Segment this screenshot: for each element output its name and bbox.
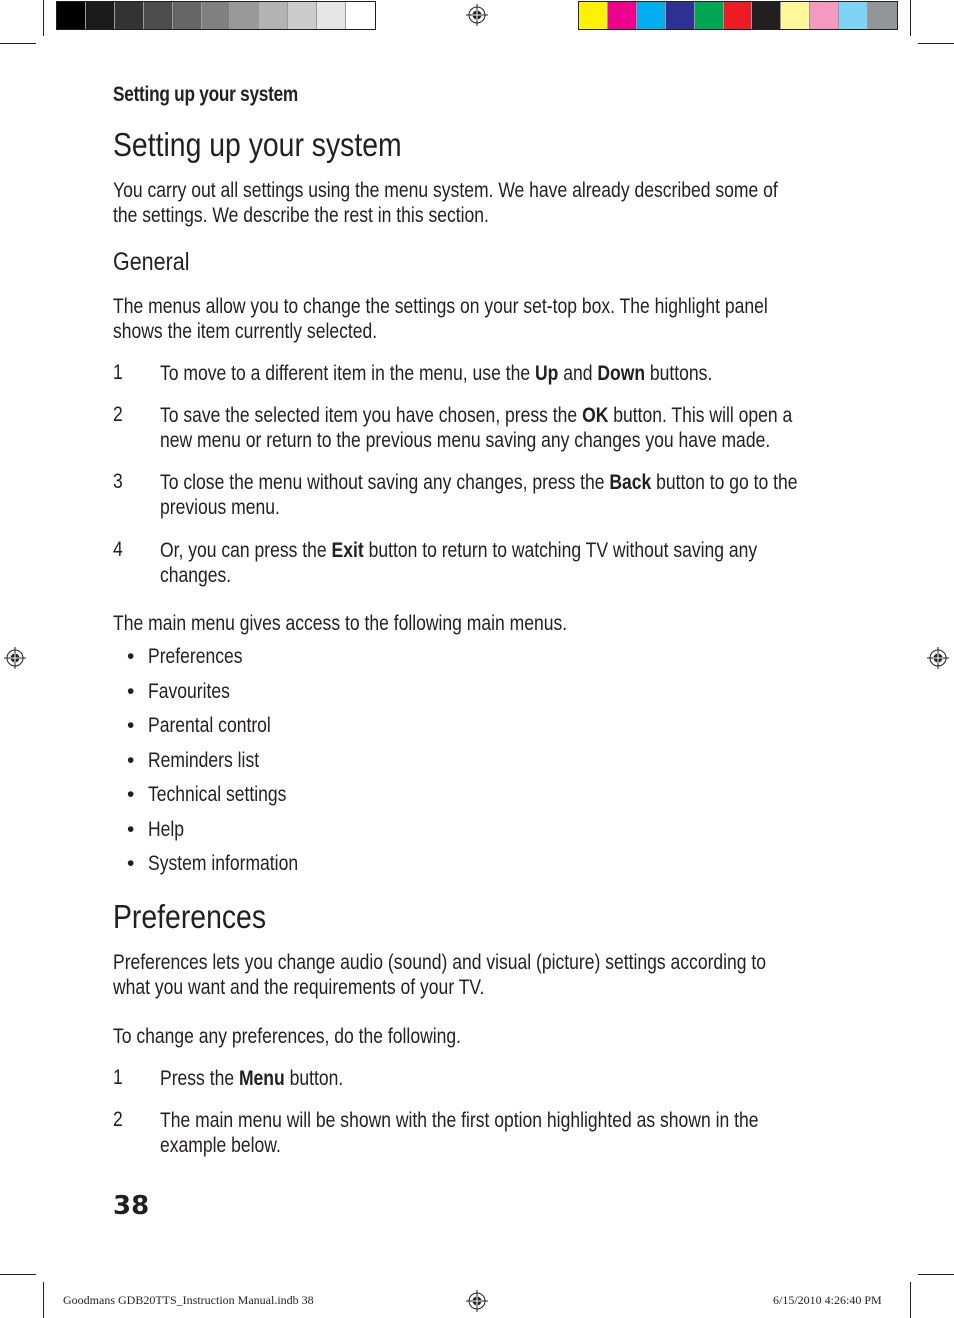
- color-swatch: [317, 2, 346, 29]
- color-swatch: [144, 2, 173, 29]
- step-text: To save the selected item you have chosen, press the OK button. This will open a new menu or return to the previous menu saving any changes you have made.: [160, 404, 793, 452]
- preferences-heading: Preferences: [113, 898, 267, 935]
- page-number: 38: [113, 1191, 150, 1221]
- crop-mark: [0, 43, 36, 44]
- bullet-icon: •: [127, 783, 135, 806]
- color-swatch: [608, 2, 637, 29]
- step-number: 1: [113, 361, 123, 384]
- crop-mark: [918, 43, 954, 44]
- list-item: Help: [148, 818, 185, 841]
- crop-mark: [910, 1282, 911, 1318]
- color-swatch: [752, 2, 781, 29]
- intro-line: You carry out all settings using the menu system. We have already described some of: [113, 179, 778, 202]
- list-item: Favourites: [148, 680, 230, 703]
- crop-mark: [43, 0, 44, 36]
- color-swatch: [724, 2, 753, 29]
- step-number: 1: [113, 1066, 123, 1089]
- section-title: Setting up your system: [113, 126, 402, 163]
- registration-mark-icon: [927, 647, 949, 669]
- list-item: Parental control: [148, 714, 271, 737]
- step-number: 4: [113, 538, 123, 561]
- color-swatch: [810, 2, 839, 29]
- crop-mark: [910, 0, 911, 36]
- process-color-bar: [578, 1, 898, 30]
- color-swatch: [230, 2, 259, 29]
- step-text: To close the menu without saving any changes, press the Back button to go to the previous menu.: [160, 471, 798, 519]
- registration-mark-icon: [4, 647, 26, 669]
- preferences-paragraph: [113, 950, 766, 1000]
- color-swatch: [57, 2, 86, 29]
- list-item: Reminders list: [148, 749, 260, 772]
- color-swatch: [839, 2, 868, 29]
- list-item: System information: [148, 852, 299, 875]
- list-item: Technical settings: [148, 783, 287, 806]
- step-text: Or, you can press the Exit button to return to watching TV without saving any changes.: [160, 539, 758, 587]
- crop-mark: [918, 1274, 954, 1275]
- bullet-icon: •: [127, 749, 135, 772]
- color-swatch: [288, 2, 317, 29]
- bullet-icon: •: [127, 645, 135, 668]
- color-swatch: [637, 2, 666, 29]
- registration-mark-icon: [466, 4, 488, 26]
- step-number: 2: [113, 1108, 123, 1131]
- color-swatch: [781, 2, 810, 29]
- color-swatch: [173, 2, 202, 29]
- color-swatch: [666, 2, 695, 29]
- general-heading: General: [113, 248, 190, 276]
- general-paragraph: [113, 294, 768, 344]
- preferences-line: what you want and the requirements of your TV.: [113, 976, 485, 999]
- crop-mark: [0, 1274, 36, 1275]
- bullet-icon: •: [127, 852, 135, 875]
- color-swatch: [202, 2, 231, 29]
- general-line: shows the item currently selected.: [113, 320, 378, 343]
- step-number: 2: [113, 403, 123, 426]
- general-line: The menus allow you to change the settings on your set-top box. The highlight panel: [113, 295, 768, 318]
- slug-timestamp: 6/15/2010 4:26:40 PM: [773, 1293, 882, 1307]
- list-item: Preferences: [148, 645, 243, 668]
- preferences-line: Preferences lets you change audio (sound) and visual (picture) settings according to: [113, 951, 767, 974]
- intro-paragraph: [113, 178, 778, 228]
- intro-line: the settings. We describe the rest in this section.: [113, 204, 489, 227]
- registration-mark-icon: [466, 1290, 488, 1312]
- color-swatch: [115, 2, 144, 29]
- bullet-icon: •: [127, 680, 135, 703]
- step-number: 3: [113, 470, 123, 493]
- slug-filename: Goodmans GDB20TTS_Instruction Manual.indb 38: [63, 1293, 314, 1307]
- color-swatch: [579, 2, 608, 29]
- step-text: The main menu will be shown with the first option highlighted as shown in the example below.: [160, 1109, 759, 1157]
- color-swatch: [259, 2, 288, 29]
- bullet-icon: •: [127, 818, 135, 841]
- color-swatch: [346, 2, 375, 29]
- preferences-paragraph-2: To change any preferences, do the following.: [113, 1025, 462, 1048]
- main-menu-intro: The main menu gives access to the following main menus.: [113, 612, 568, 635]
- step-text: Press the Menu button.: [160, 1067, 344, 1090]
- grey-color-bar: [56, 1, 376, 30]
- bullet-icon: •: [127, 714, 135, 737]
- crop-mark: [43, 1282, 44, 1318]
- color-swatch: [86, 2, 115, 29]
- step-text: To move to a different item in the menu, use the Up and Down buttons.: [160, 362, 713, 385]
- color-swatch: [695, 2, 724, 29]
- running-header: Setting up your system: [113, 83, 299, 106]
- color-swatch: [868, 2, 897, 29]
